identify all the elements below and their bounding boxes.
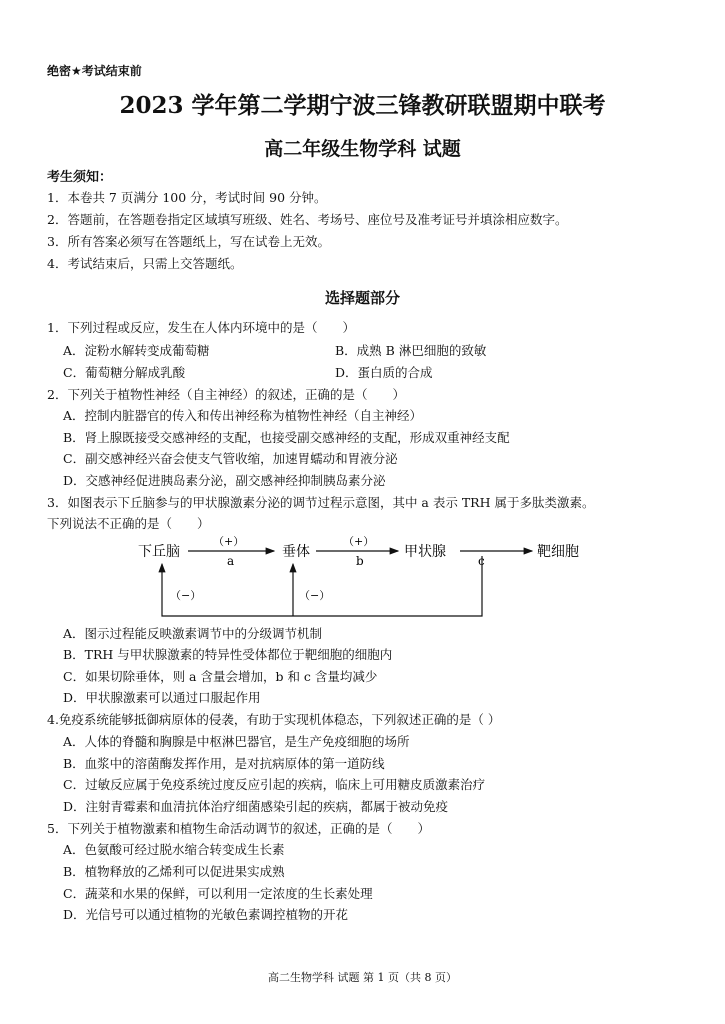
question-4-option-b: B．血浆中的溶菌酶发挥作用，是对抗病原体的第一道防线 bbox=[63, 756, 385, 771]
minus-label-pituitary: （−） bbox=[299, 589, 331, 602]
question-5-option-b: B．植物释放的乙烯利可以促进果实成熟 bbox=[63, 864, 285, 879]
question-4-option-a: A．人体的脊髓和胸腺是中枢淋巴器官，是生产免疫细胞的场所 bbox=[63, 734, 410, 749]
confidential-label: 绝密★考试结束前 bbox=[47, 64, 142, 78]
question-1-option-d: D．蛋白质的合成 bbox=[335, 365, 433, 380]
question-1-stem: 1．下列过程或反应，发生在人体内环境中的是（ ） bbox=[47, 320, 355, 335]
section-title: 选择题部分 bbox=[324, 289, 400, 307]
minus-label-hypothalamus: （−） bbox=[170, 589, 202, 602]
question-3-option-a: A．图示过程能反映激素调节中的分级调节机制 bbox=[63, 626, 323, 641]
node-hypothalamus: 下丘脑 bbox=[138, 544, 180, 560]
question-1-option-b: B．成熟 B 淋巴细胞的致敏 bbox=[335, 343, 487, 358]
question-2-option-b: B．肾上腺既接受交感神经的支配，也接受副交感神经的支配，形成双重神经支配 bbox=[63, 430, 510, 445]
label-a: a bbox=[227, 554, 235, 568]
plus-label-a: （+） bbox=[213, 535, 245, 548]
node-pituitary: 垂体 bbox=[282, 544, 310, 560]
question-3-stem-line1: 3．如图表示下丘脑参与的甲状腺激素分泌的调节过程示意图，其中 a 表示 TRH 属于多肽类激素。 bbox=[47, 495, 595, 510]
notice-item: 4．考试结束后，只需上交答题纸。 bbox=[47, 256, 243, 271]
question-5-option-a: A．色氨酸可经过脱水缩合转变成生长素 bbox=[63, 842, 285, 857]
question-2-stem: 2．下列关于植物性神经（自主神经）的叙述，正确的是（ ） bbox=[47, 387, 405, 402]
label-c: c bbox=[478, 554, 485, 568]
notice-item: 1．本卷共 7 页满分 100 分，考试时间 90 分钟。 bbox=[47, 190, 327, 205]
exam-subtitle: 高二年级生物学科 试题 bbox=[264, 138, 461, 160]
question-4-option-d: D．注射青霉素和血清抗体治疗细菌感染引起的疾病，都属于被动免疫 bbox=[63, 799, 449, 814]
question-3-stem-line2: 下列说法不正确的是（ ） bbox=[47, 516, 210, 531]
question-3-option-b: B．TRH 与甲状腺激素的特异性受体都位于靶细胞的细胞内 bbox=[63, 647, 393, 662]
question-5-option-c: C．蔬菜和水果的保鲜，可以利用一定浓度的生长素处理 bbox=[63, 886, 373, 901]
node-target-cell: 靶细胞 bbox=[537, 544, 579, 560]
notice-item: 3．所有答案必须写在答题纸上，写在试卷上无效。 bbox=[47, 234, 330, 249]
question-4-option-c: C．过敏反应属于免疫系统过度反应引起的疾病，临床上可用糖皮质激素治疗 bbox=[63, 777, 486, 792]
question-1-option-c: C．葡萄糖分解成乳酸 bbox=[63, 365, 186, 380]
question-4-stem: 4.免疫系统能够抵御病原体的侵袭，有助于实现机体稳态，下列叙述正确的是（ ） bbox=[47, 712, 501, 727]
question-1-option-a: A．淀粉水解转变成葡萄糖 bbox=[63, 343, 210, 358]
feedback-to-hypothalamus bbox=[162, 556, 482, 616]
question-2-option-a: A．控制内脏器官的传入和传出神经称为植物性神经（自主神经） bbox=[63, 408, 423, 423]
exam-title: 2023 学年第二学期宁波三锋教研联盟期中联考 bbox=[119, 92, 606, 119]
label-b: b bbox=[356, 554, 364, 568]
hormone-regulation-diagram bbox=[0, 528, 725, 623]
plus-label-b: （+） bbox=[343, 535, 375, 548]
page-footer: 高二生物学科 试题 第 1 页（共 8 页） bbox=[268, 971, 457, 984]
question-3-option-d: D．甲状腺激素可以通过口服起作用 bbox=[63, 690, 261, 705]
notice-item: 2．答题前，在答题卷指定区域填写班级、姓名、考场号、座位号及准考证号并填涂相应数字。 bbox=[47, 212, 568, 227]
question-5-stem: 5．下列关于植物激素和植物生命活动调节的叙述，正确的是（ ） bbox=[47, 821, 430, 836]
question-2-option-c: C．副交感神经兴奋会使支气管收缩，加速胃蠕动和胃液分泌 bbox=[63, 451, 398, 466]
notice-title: 考生须知： bbox=[47, 170, 113, 185]
question-3-option-c: C．如果切除垂体，则 a 含量会增加，b 和 c 含量均减少 bbox=[63, 669, 378, 684]
node-thyroid: 甲状腺 bbox=[404, 544, 446, 560]
question-2-option-d: D．交感神经促进胰岛素分泌，副交感神经抑制胰岛素分泌 bbox=[63, 473, 386, 488]
question-5-option-d: D．光信号可以通过植物的光敏色素调控植物的开花 bbox=[63, 907, 349, 922]
